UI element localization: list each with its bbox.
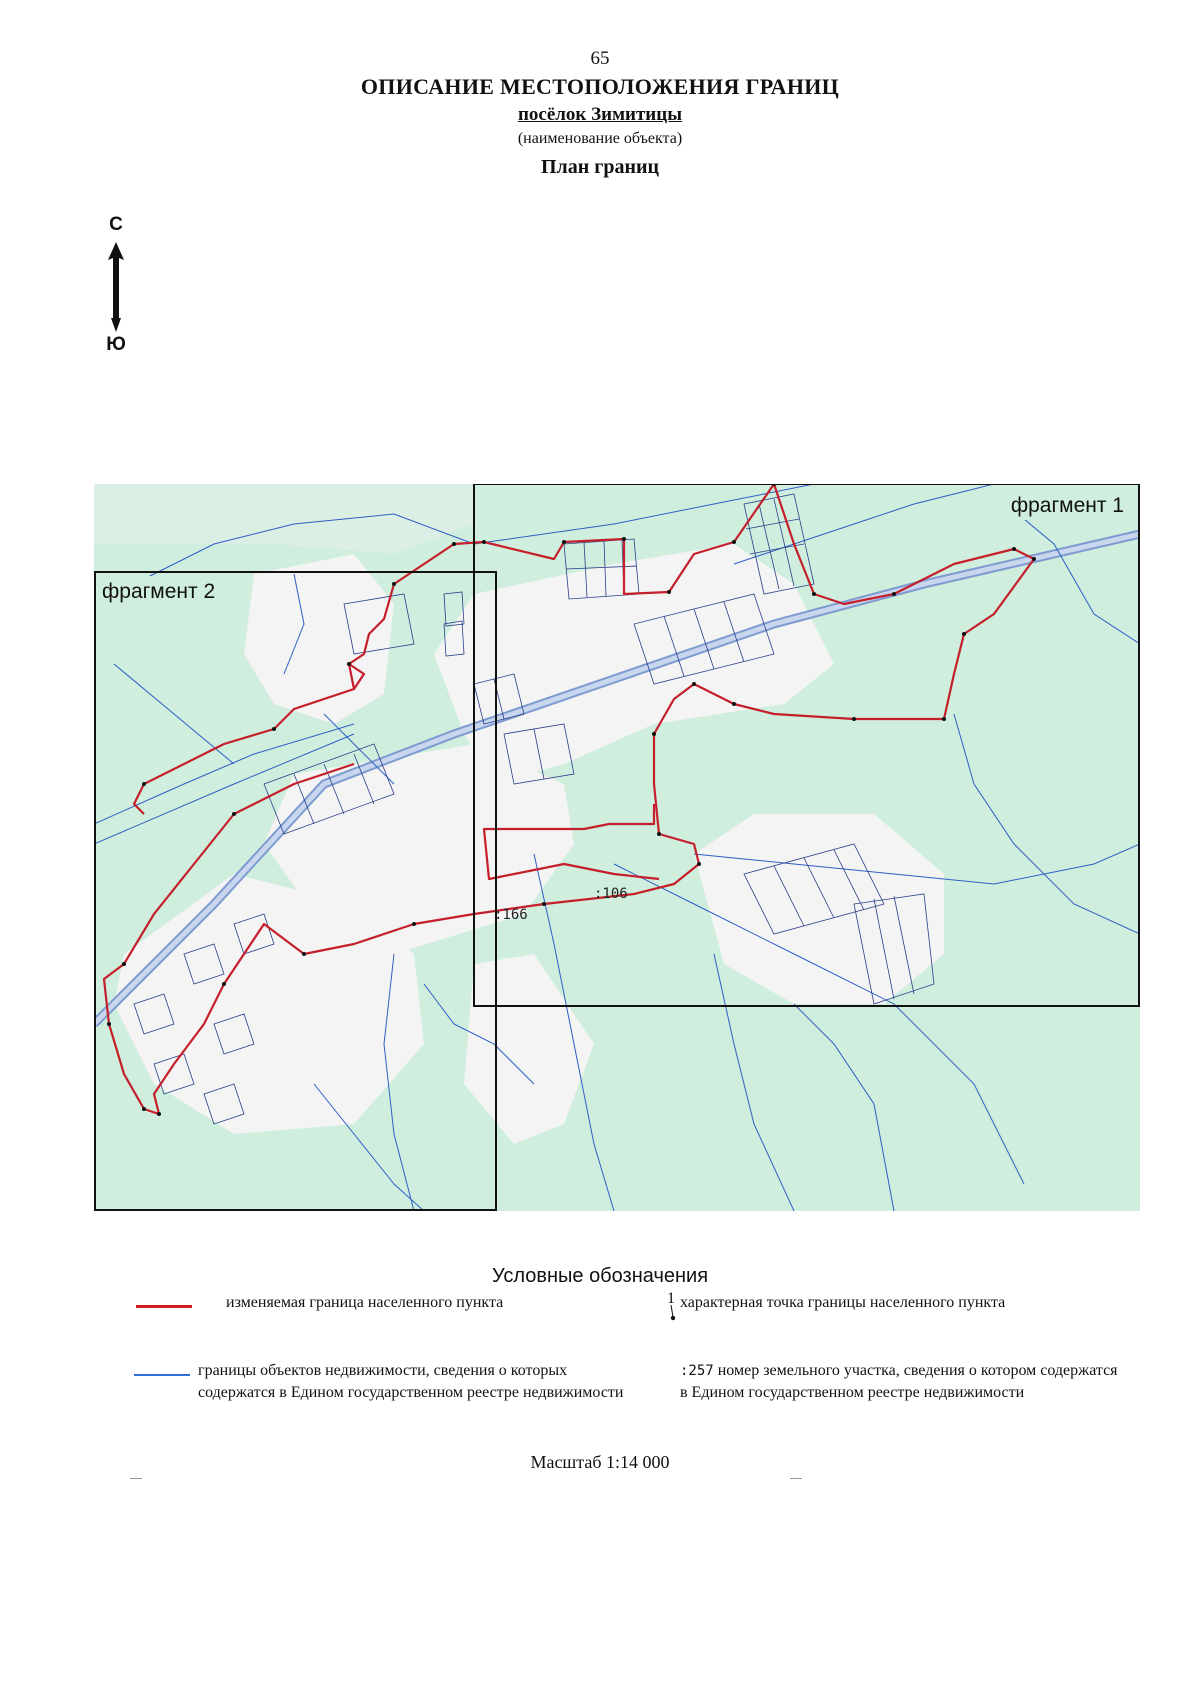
plan-title: План границ bbox=[540, 156, 660, 178]
parcel-label-166: :166 bbox=[494, 907, 528, 923]
south-label: Ю bbox=[106, 334, 126, 355]
point-marker-label: 1 bbox=[667, 1290, 675, 1307]
fragment-1-label: фрагмент 1 bbox=[1010, 494, 1124, 517]
object-name: посёлок Зимитицы bbox=[517, 104, 683, 125]
legend-swatch-boundary bbox=[136, 1305, 192, 1308]
map-scale: Масштаб 1:14 000 bbox=[530, 1452, 670, 1472]
legend-parcel-number bbox=[680, 1360, 1120, 1404]
legend-text-parcel: номер земельного участка, сведения о котором содержатся в Едином государственном реестре недвижимости bbox=[680, 1362, 1118, 1401]
point-marker-icon bbox=[663, 1290, 679, 1326]
boundary-plan-map bbox=[94, 484, 1140, 1211]
north-label: С bbox=[109, 214, 123, 235]
object-caption: (наименование объекта) bbox=[517, 130, 683, 147]
footer-mark-right bbox=[790, 1478, 802, 1479]
north-arrow-icon bbox=[96, 238, 136, 338]
footer-mark-left bbox=[130, 1478, 142, 1479]
parcel-label-106: :106 bbox=[594, 886, 628, 902]
legend-text-property: границы объектов недвижимости, сведения о которых содержатся в Едином государственном реестре недвижимости bbox=[198, 1362, 624, 1401]
object-name-line bbox=[0, 104, 1200, 126]
page-number: 65 bbox=[590, 48, 610, 69]
legend-text-boundary: изменяемая граница населенного пункта bbox=[226, 1294, 504, 1311]
legend-text-point: характерная точка границы населенного пункта bbox=[680, 1294, 1006, 1311]
legend-swatch-property bbox=[134, 1374, 190, 1376]
north-arrow bbox=[96, 214, 136, 354]
document-title: ОПИСАНИЕ МЕСТОПОЛОЖЕНИЯ ГРАНИЦ bbox=[360, 74, 840, 99]
legend-parcel-example: :257 bbox=[680, 1363, 714, 1379]
fragment-2-label: фрагмент 2 bbox=[102, 580, 216, 603]
legend-title: Условные обозначения bbox=[491, 1265, 709, 1287]
